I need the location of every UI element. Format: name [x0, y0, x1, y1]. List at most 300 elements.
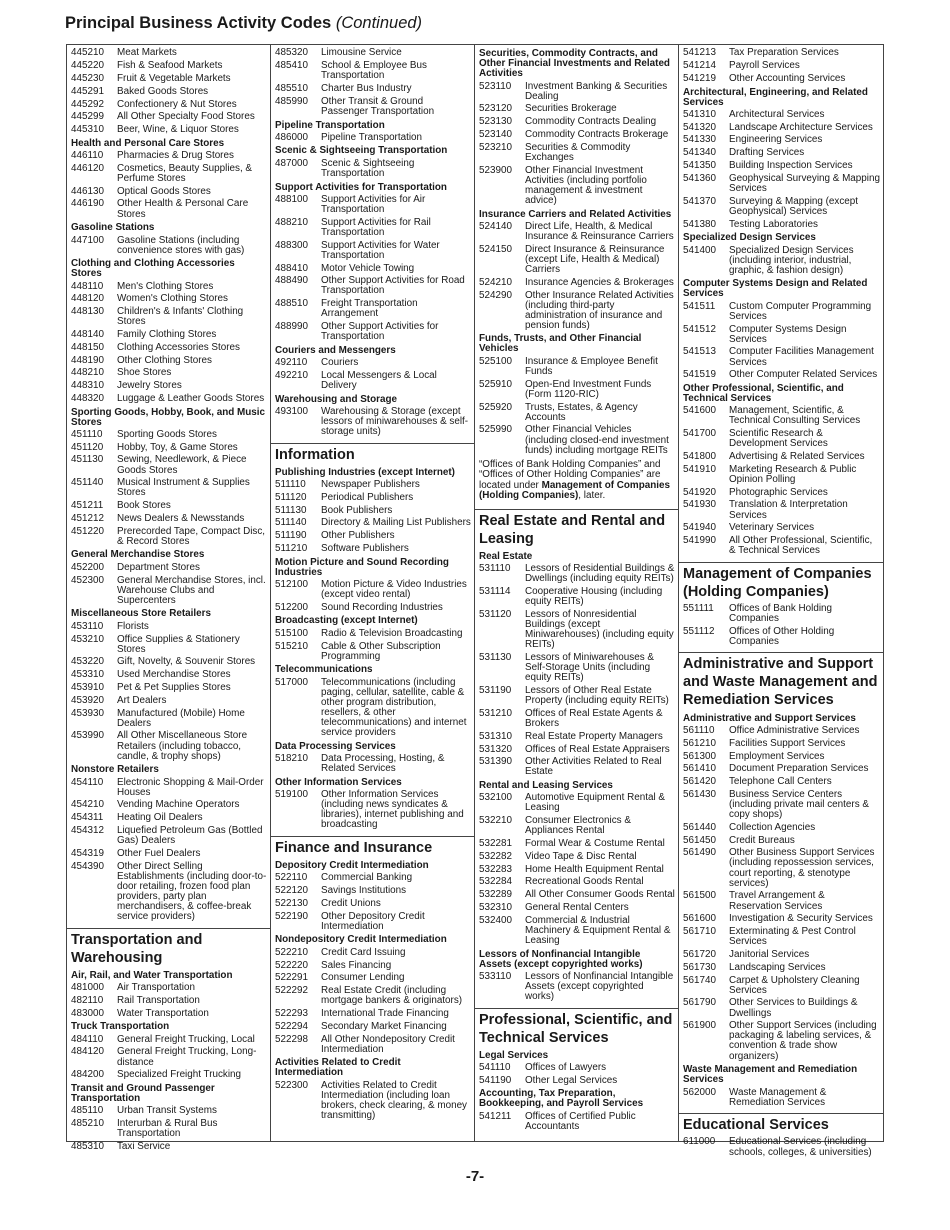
- activity-description: Advertising & Related Services: [729, 451, 865, 463]
- code-row: [683, 369, 880, 382]
- naics-code: 519100: [275, 789, 308, 801]
- code-row: [683, 788, 880, 821]
- code-row: [683, 486, 880, 499]
- code-row: [275, 492, 471, 505]
- subsection-heading: Other Information Services: [275, 776, 402, 788]
- naics-code: 522298: [275, 1033, 308, 1045]
- code-row: [71, 682, 267, 695]
- activity-description: Automotive Equipment Rental & Leasing: [525, 792, 665, 814]
- naics-code: 522292: [275, 985, 308, 997]
- naics-code: 531110: [479, 563, 511, 575]
- activity-description: Freight Transportation Arrangement: [321, 298, 418, 320]
- naics-code: 522293: [275, 1008, 308, 1020]
- subsection-heading: Nondepository Credit Intermediation: [275, 934, 447, 946]
- subsection-heading: Sporting Goods, Hobby, Book, and Music Stores: [71, 406, 266, 428]
- activity-description: Geophysical Surveying & Mapping Services: [729, 172, 880, 194]
- naics-code: 561730: [683, 961, 716, 973]
- code-row: [275, 216, 471, 239]
- activity-description: Photographic Services: [729, 486, 828, 498]
- activity-description: Other Services to Buildings & Dwellings: [729, 997, 858, 1019]
- naics-code: 533110: [479, 970, 512, 982]
- code-row: [71, 825, 267, 848]
- code-row: [683, 913, 880, 926]
- code-row: [71, 329, 267, 342]
- activity-description: Support Activities for Air Transportation: [321, 193, 426, 216]
- naics-code: 541519: [683, 369, 716, 381]
- activity-description: Employment Services: [729, 750, 825, 762]
- code-row: [275, 1020, 471, 1033]
- naics-code: 522294: [275, 1020, 308, 1032]
- code-row: [71, 150, 267, 163]
- naics-code: 523140: [479, 129, 512, 141]
- code-row: [71, 85, 267, 98]
- activity-description: Other Information Services (including news syndicates & libraries), internet publishing and broadcasting: [321, 789, 464, 831]
- subsection-heading: Couriers and Messengers: [275, 344, 396, 356]
- code-row: [71, 198, 267, 221]
- code-row: [479, 1075, 675, 1088]
- code-row: [683, 244, 880, 277]
- activity-description: Securities & Commodity Exchanges: [525, 141, 631, 163]
- naics-code: 486000: [275, 131, 308, 143]
- subsection-heading: Funds, Trusts, and Other Financial Vehicles: [479, 333, 642, 355]
- activity-description: Clothing Accessories Stores: [117, 341, 240, 353]
- activity-description: All Other Consumer Goods Rental: [525, 889, 675, 901]
- naics-code: 524290: [479, 289, 512, 301]
- code-row: [71, 1069, 267, 1082]
- code-row: [683, 1136, 880, 1159]
- naics-code: 561210: [683, 737, 716, 749]
- activity-description: Lessors of Nonfinancial Intangible Assets (except copyrighted works): [525, 970, 674, 1003]
- naics-code: 531390: [479, 756, 512, 768]
- activity-description: Scientific Research & Development Services: [729, 428, 828, 450]
- naics-code: 541310: [683, 108, 716, 120]
- code-row: [71, 1118, 267, 1141]
- code-row: [683, 847, 880, 890]
- subsection-heading: Data Processing Services: [275, 740, 396, 752]
- code-row: [683, 926, 880, 949]
- code-row: [71, 812, 267, 825]
- naics-code: 511110: [275, 479, 306, 491]
- code-row: [71, 860, 267, 923]
- naics-code: 511120: [275, 491, 307, 503]
- code-row: [275, 504, 471, 517]
- code-row: [683, 821, 880, 834]
- activity-description: Drafting Services: [729, 147, 805, 159]
- naics-code: 453220: [71, 656, 104, 668]
- naics-code: 611000: [683, 1136, 716, 1148]
- activity-description: Direct Insurance & Reinsurance (except Life, Health & Medical) Carriers: [525, 243, 665, 275]
- activity-description: Offices of Lawyers: [525, 1062, 607, 1074]
- naics-code: 453210: [71, 633, 104, 645]
- activity-description: Lessors of Miniwarehouses & Self-Storage Units (including equity REITs): [525, 652, 654, 684]
- naics-code: 488990: [275, 321, 308, 333]
- activity-description: Urban Transit Systems: [117, 1105, 217, 1117]
- activity-description: Lessors of Residential Buildings & Dwellings (including equity REITs): [525, 563, 675, 585]
- activity-description: Management, Scientific, & Technical Consulting Services: [729, 405, 861, 427]
- naics-code: 541330: [683, 134, 716, 146]
- naics-code: 524150: [479, 243, 512, 255]
- activity-description: Specialized Design Services (including interior, industrial, graphic, & fashion design): [729, 244, 854, 276]
- code-row: [479, 876, 675, 889]
- code-row: [71, 111, 267, 124]
- naics-code: 493100: [275, 405, 308, 417]
- activity-description: Other Support Activities for Transportation: [321, 321, 439, 343]
- activity-description: Other Support Activities for Road Transportation: [321, 275, 465, 297]
- naics-code: 511140: [275, 517, 307, 529]
- naics-code: 532281: [479, 838, 512, 850]
- activity-description: Cable & Other Subscription Programming: [321, 640, 441, 662]
- subsection-heading: Legal Services: [479, 1049, 549, 1061]
- code-row: [479, 756, 675, 779]
- naics-code: 448320: [71, 392, 104, 404]
- activity-description: Home Health Equipment Rental: [525, 863, 664, 875]
- activity-description: Family Clothing Stores: [117, 329, 217, 341]
- code-row: [275, 479, 471, 492]
- code-row: [683, 890, 880, 913]
- naics-code: 561600: [683, 913, 716, 925]
- naics-code: 561900: [683, 1020, 716, 1032]
- naics-code: 531130: [479, 652, 512, 664]
- subsection-heading: Insurance Carriers and Related Activities: [479, 208, 672, 220]
- code-row: [275, 194, 471, 217]
- activity-description: Activities Related to Credit Intermediation (including loan brokers, check clearing, & money transmitting): [321, 1079, 467, 1121]
- naics-code: 448210: [71, 367, 104, 379]
- naics-code: 448120: [71, 293, 104, 305]
- activity-description: Radio & Television Broadcasting: [321, 627, 463, 639]
- activity-description: Department Stores: [117, 561, 200, 573]
- code-row: [71, 799, 267, 812]
- naics-code: 451211: [71, 500, 104, 512]
- page-number: -7-: [465, 1168, 485, 1185]
- code-row: [683, 323, 880, 346]
- activity-description: Custom Computer Programming Services: [729, 300, 872, 322]
- naics-code: 523110: [479, 80, 512, 92]
- subsection-heading: Publishing Industries (except Internet): [275, 466, 455, 478]
- activity-description: Gasoline Stations (including convenience stores with gas): [117, 234, 245, 256]
- activity-description: Prerecorded Tape, Compact Disc, & Record Stores: [117, 525, 266, 547]
- code-row: [479, 902, 675, 915]
- naics-code: 446190: [71, 198, 104, 210]
- note-end-text: , later.: [578, 490, 606, 502]
- subsection-heading: Waste Management and Remediation Services: [683, 1064, 858, 1086]
- naics-code: 541211: [479, 1110, 512, 1122]
- naics-code: 485410: [275, 60, 308, 72]
- code-row: [275, 910, 471, 933]
- code-row: [71, 513, 267, 526]
- activity-description: Credit Bureaus: [729, 834, 795, 846]
- activity-description: All Other Professional, Scientific, & Technical Services: [729, 535, 873, 557]
- code-row: [683, 725, 880, 738]
- code-row: [275, 946, 471, 959]
- code-row: [71, 367, 267, 380]
- activity-description: Other Publishers: [321, 530, 395, 542]
- naics-code: 541219: [683, 72, 716, 84]
- activity-description: Computer Facilities Management Services: [729, 346, 874, 368]
- naics-code: 524140: [479, 220, 512, 232]
- naics-code: 561300: [683, 750, 716, 762]
- naics-code: 452200: [71, 561, 104, 573]
- subsection-heading: Administrative and Support Services: [683, 712, 856, 724]
- naics-code: 522210: [275, 946, 308, 958]
- naics-code: 446110: [71, 150, 104, 162]
- activity-description: Other Business Support Services (including repossession services, court reporting, & stenotype services): [729, 847, 875, 889]
- code-row: [275, 370, 471, 393]
- activity-description: Women's Clothing Stores: [117, 293, 228, 305]
- code-row: [71, 730, 267, 763]
- activity-description: Pharmacies & Drug Stores: [117, 150, 234, 162]
- naics-code: 481000: [71, 982, 104, 994]
- activity-description: Children's & Infants' Clothing Stores: [117, 306, 244, 328]
- code-row: [683, 776, 880, 789]
- code-row: [683, 974, 880, 997]
- naics-code: 448190: [71, 354, 104, 366]
- activity-description: Other Depository Credit Intermediation: [321, 910, 425, 932]
- activity-description: Shoe Stores: [117, 367, 172, 379]
- code-row: [71, 380, 267, 393]
- activity-description: Other Legal Services: [525, 1074, 618, 1086]
- code-row: [479, 80, 675, 103]
- activity-description: Other Transit & Ground Passenger Transportation: [321, 95, 435, 117]
- code-row: [479, 586, 675, 609]
- naics-code: 447100: [71, 234, 104, 246]
- activity-description: Other Fuel Dealers: [117, 847, 201, 859]
- naics-code: 448130: [71, 306, 104, 318]
- activity-description: School & Employee Bus Transportation: [321, 60, 427, 82]
- activity-description: Tax Preparation Services: [729, 47, 839, 59]
- code-row: [683, 172, 880, 195]
- subsection-heading: Rental and Leasing Services: [479, 779, 613, 791]
- activity-description: Meat Markets: [117, 47, 177, 59]
- codes-table: [66, 44, 884, 1158]
- activity-description: Testing Laboratories: [729, 218, 818, 230]
- activity-description: Cooperative Housing (including equity REITs): [525, 586, 663, 608]
- activity-description: Lessors of Nonresidential Buildings (except Miniwarehouses) (including equity REITs): [525, 608, 674, 651]
- naics-code: 454110: [71, 776, 104, 788]
- subsection-heading: Computer Systems Design and Related Services: [683, 278, 868, 300]
- naics-code: 541360: [683, 172, 716, 184]
- code-row: [275, 1033, 471, 1056]
- column-1: [67, 45, 271, 1152]
- code-row: [683, 147, 880, 160]
- code-row: [479, 685, 675, 708]
- activity-description: Other Financial Vehicles (including closed-end investment funds) including mortgage REITs: [525, 424, 669, 456]
- naics-code: 561110: [683, 724, 715, 736]
- naics-code: 522190: [275, 910, 308, 922]
- naics-code: 531320: [479, 743, 512, 755]
- code-row: [71, 393, 267, 406]
- subsection-heading: Nonstore Retailers: [71, 764, 159, 776]
- code-row: [683, 405, 880, 428]
- activity-description: Collection Agencies: [729, 821, 816, 833]
- activity-description: Data Processing, Hosting, & Related Services: [321, 753, 445, 775]
- naics-code: 525990: [479, 424, 512, 436]
- code-row: [683, 195, 880, 218]
- note-paragraph: [479, 457, 675, 505]
- code-row: [479, 424, 675, 457]
- code-row: [71, 306, 267, 329]
- subsection-heading: Depository Credit Intermediation: [275, 860, 429, 872]
- activity-description: Credit Unions: [321, 898, 381, 910]
- activity-description: Warehousing & Storage (except lessors of miniwarehouses & self-storage units): [321, 405, 469, 438]
- activity-description: Commodity Contracts Brokerage: [525, 129, 669, 141]
- code-row: [71, 234, 267, 257]
- naics-code: 482110: [71, 994, 104, 1006]
- code-row: [71, 525, 267, 548]
- subsection-heading: Broadcasting (except Internet): [275, 615, 418, 627]
- naics-code: 451130: [71, 454, 104, 466]
- code-row: [71, 620, 267, 633]
- code-row: [71, 776, 267, 799]
- activity-description: Lessors of Other Real Estate Property (including equity REITs): [525, 684, 669, 707]
- code-row: [683, 451, 880, 464]
- naics-code: 531120: [479, 608, 512, 620]
- naics-code: 518210: [275, 753, 308, 765]
- activity-description: Specialized Freight Trucking: [117, 1069, 242, 1081]
- naics-code: 551111: [683, 603, 714, 615]
- column-4: [679, 45, 883, 1158]
- code-row: [71, 185, 267, 198]
- activity-description: Confectionery & Nut Stores: [117, 98, 237, 110]
- naics-code: 445230: [71, 72, 104, 84]
- note-bold-text: Management of Companies (Holding Companies): [479, 479, 670, 502]
- code-row: [71, 500, 267, 513]
- activity-description: Hobby, Toy, & Game Stores: [117, 441, 238, 453]
- naics-code: 445220: [71, 60, 104, 72]
- naics-code: 541990: [683, 535, 716, 547]
- code-row: [479, 378, 675, 401]
- naics-code: 561740: [683, 974, 716, 986]
- title-main: Principal Business Activity Codes: [65, 14, 332, 32]
- naics-code: 488100: [275, 193, 308, 205]
- naics-code: 541513: [683, 346, 716, 358]
- code-row: [479, 289, 675, 332]
- naics-code: 523210: [479, 141, 512, 153]
- code-row: [683, 603, 880, 626]
- code-row: [683, 47, 880, 60]
- code-row: [479, 1062, 675, 1075]
- naics-code: 532310: [479, 902, 512, 914]
- subsection-heading: Health and Personal Care Stores: [71, 137, 225, 149]
- code-row: [479, 792, 675, 815]
- naics-code: 451120: [71, 441, 104, 453]
- code-row: [275, 789, 471, 832]
- activity-description: Used Merchandise Stores: [117, 669, 231, 681]
- code-row: [275, 543, 471, 556]
- naics-code: 445210: [71, 47, 104, 59]
- subsection-heading: Specialized Design Services: [683, 232, 816, 244]
- code-row: [479, 129, 675, 142]
- code-row: [683, 737, 880, 750]
- activity-description: Pipeline Transportation: [321, 131, 423, 143]
- activity-description: Consumer Lending: [321, 972, 405, 984]
- activity-description: Translation & Interpretation Services: [729, 499, 848, 521]
- naics-code: 541800: [683, 451, 716, 463]
- code-row: [71, 454, 267, 477]
- code-row: [275, 262, 471, 275]
- activity-description: Insurance Agencies & Brokerages: [525, 276, 674, 288]
- naics-code: 531114: [479, 586, 511, 598]
- activity-description: General Freight Trucking, Long-distance: [117, 1046, 257, 1068]
- naics-code: 522120: [275, 885, 308, 897]
- activity-description: Other Computer Related Services: [729, 369, 878, 381]
- code-row: [479, 243, 675, 276]
- code-row: [275, 1008, 471, 1021]
- subsection-heading: Miscellaneous Store Retailers: [71, 608, 211, 620]
- code-row: [683, 522, 880, 535]
- code-row: [479, 1110, 675, 1133]
- code-row: [275, 959, 471, 972]
- activity-description: Carpet & Upholstery Cleaning Services: [729, 974, 860, 996]
- naics-code: 541940: [683, 522, 716, 534]
- activity-description: Luggage & Leather Goods Stores: [117, 392, 265, 404]
- naics-code: 532400: [479, 914, 512, 926]
- activity-description: Water Transportation: [117, 1007, 209, 1019]
- naics-code: 451220: [71, 525, 104, 537]
- naics-code: 541930: [683, 499, 716, 511]
- activity-description: Offices of Real Estate Appraisers: [525, 743, 670, 755]
- code-row: [683, 300, 880, 323]
- activity-description: Pet & Pet Supplies Stores: [117, 682, 231, 694]
- activity-description: Manufactured (Mobile) Home Dealers: [117, 707, 245, 729]
- naics-code: 454319: [71, 847, 104, 859]
- activity-description: General Rental Centers: [525, 902, 629, 914]
- naics-code: 451212: [71, 513, 104, 525]
- subsection-heading: Gasoline Stations: [71, 222, 155, 234]
- code-row: [71, 477, 267, 500]
- activity-description: News Dealers & Newsstands: [117, 513, 245, 525]
- naics-code: 511190: [275, 530, 307, 542]
- naics-code: 451110: [71, 428, 103, 440]
- naics-code: 515210: [275, 640, 308, 652]
- activity-description: Offices of Other Holding Companies: [729, 625, 835, 647]
- naics-code: 561710: [683, 926, 716, 938]
- activity-description: Taxi Service: [117, 1140, 171, 1152]
- activity-description: Couriers: [321, 357, 359, 369]
- code-row: [683, 134, 880, 147]
- section-heading: Finance and Insurance: [271, 836, 474, 858]
- naics-code: 517000: [275, 676, 308, 688]
- activity-description: Exterminating & Pest Control Services: [729, 926, 856, 948]
- code-row: [71, 124, 267, 137]
- naics-code: 541370: [683, 195, 716, 207]
- naics-code: 485320: [275, 47, 308, 59]
- activity-description: Other Direct Selling Establishments (including door-to-door retailing, frozen food plan providers, party plan merchandisers, & coffee-break service providers): [117, 860, 267, 923]
- naics-code: 453990: [71, 730, 104, 742]
- naics-code: 523120: [479, 103, 512, 115]
- activity-description: Insurance & Employee Benefit Funds: [525, 355, 658, 377]
- section-heading: Educational Services: [679, 1113, 883, 1135]
- code-row: [275, 985, 471, 1008]
- naics-code: 511130: [275, 504, 307, 516]
- subsection-heading: Support Activities for Transportation: [275, 181, 447, 193]
- naics-code: 453310: [71, 669, 104, 681]
- naics-code: 541511: [683, 300, 716, 312]
- activity-description: Support Activities for Rail Transportation: [321, 216, 431, 238]
- naics-code: 484120: [71, 1046, 104, 1058]
- code-row: [479, 103, 675, 116]
- subsection-heading: Activities Related to Credit Intermediation: [275, 1057, 401, 1079]
- naics-code: 445292: [71, 98, 104, 110]
- naics-code: 541920: [683, 486, 716, 498]
- code-row: [683, 626, 880, 649]
- code-row: [683, 60, 880, 73]
- code-row: [71, 982, 267, 995]
- activity-description: All Other Miscellaneous Store Retailers (including tobacco, candle, & trophy shops): [117, 730, 248, 762]
- naics-code: 488510: [275, 298, 308, 310]
- activity-description: Investment Banking & Securities Dealing: [525, 80, 668, 102]
- code-row: [275, 885, 471, 898]
- naics-code: 448150: [71, 341, 104, 353]
